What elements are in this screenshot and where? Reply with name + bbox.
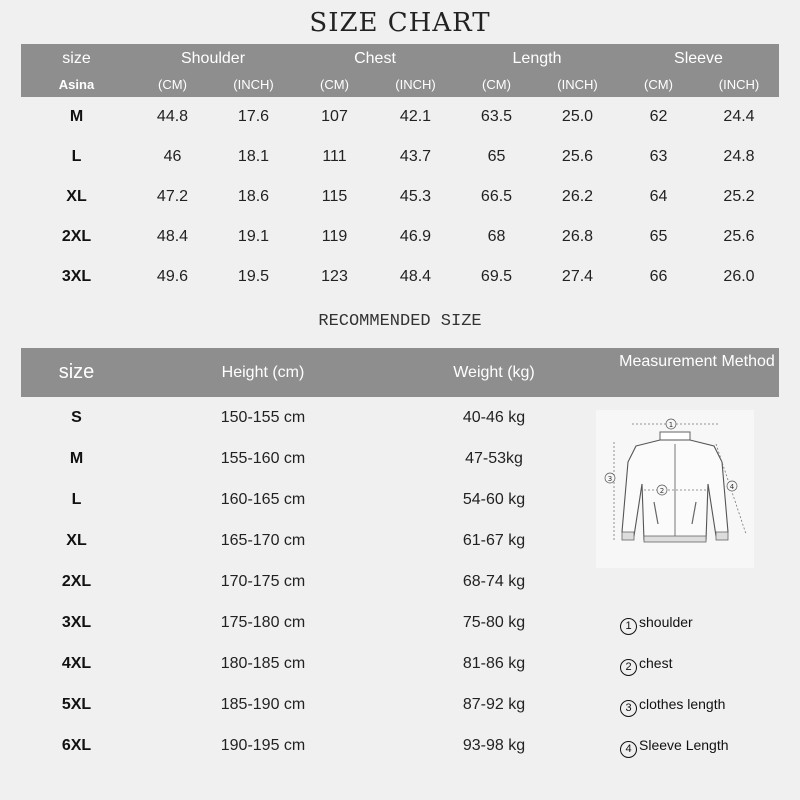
value-cell: 26.2 [561,188,594,205]
value-cell: 63.5 [480,108,513,125]
value-cell: 115 [321,188,348,205]
table-row [21,137,779,177]
size-cell: 6XL [61,737,92,754]
size-chart-header-row-groups [21,46,779,72]
height-cell: 190-195 cm [220,737,306,754]
size-cell: M [69,450,84,467]
size-cell: S [71,409,82,426]
value-cell: 45.3 [399,188,432,205]
recommended-header [21,348,779,397]
value-cell: 25.6 [561,148,594,165]
value-cell: 64 [649,188,668,205]
weight-cell: 47-53kg [465,450,523,467]
height-cell: 155-160 cm [220,450,306,467]
size-cell: 4XL [61,655,92,672]
legend-item-shoulder [620,614,790,635]
legend-number: 2 [620,659,637,676]
height-cell: 165-170 cm [220,532,306,549]
legend-label: chest [639,655,673,671]
value-cell: 24.4 [723,108,755,125]
value-cell: 46 [163,148,182,165]
value-cell: 66.5 [480,188,513,205]
value-cell: 24.8 [723,148,755,165]
header-weight: Weight (kg) [453,364,535,381]
value-cell: 19.5 [237,268,270,285]
svg-text:1: 1 [668,421,674,429]
size-cell: XL [66,188,87,205]
value-cell: 18.6 [237,188,270,205]
value-cell: 17.6 [237,108,270,125]
weight-cell: 40-46 kg [462,409,526,426]
legend-label: shoulder [639,614,693,630]
value-cell: 65 [649,228,668,245]
legend-label: Sleeve Length [639,737,729,753]
table-row [21,177,779,217]
weight-cell: 93-98 kg [462,737,526,754]
unit-cell: (INCH) [718,77,760,92]
value-cell: 63 [649,148,668,165]
svg-text:3: 3 [607,475,613,483]
height-cell: 160-165 cm [220,491,306,508]
header-size: size [62,50,91,67]
size-cell: 3XL [61,614,92,631]
value-cell: 107 [321,108,348,125]
value-cell: 25.0 [561,108,594,125]
weight-cell: 68-74 kg [462,573,526,590]
header-chest: Chest [354,50,396,67]
header-sleeve: Sleeve [674,50,723,67]
value-cell: 25.2 [723,188,755,205]
legend-number: 4 [620,741,637,758]
value-cell: 49.6 [156,268,189,285]
header-measurement-method: Measurement Method [619,353,775,370]
header-size: size [58,361,95,383]
size-chart-title: SIZE CHART [309,8,491,38]
recommended-size-title: RECOMMENDED SIZE [318,312,482,331]
weight-cell: 87-92 kg [462,696,526,713]
header-asina: Asina [58,77,95,92]
size-cell: 3XL [61,268,92,285]
value-cell: 119 [321,228,348,245]
value-cell: 111 [322,148,347,165]
value-cell: 27.4 [561,268,594,285]
header-shoulder: Shoulder [180,50,246,67]
unit-cell: (INCH) [395,77,436,92]
height-cell: 175-180 cm [220,614,306,631]
value-cell: 42.1 [399,108,432,125]
value-cell: 66 [649,268,668,285]
value-cell: 48.4 [156,228,189,245]
value-cell: 123 [321,268,348,285]
table-row [21,217,779,257]
height-cell: 150-155 cm [220,409,306,426]
value-cell: 46.9 [399,228,432,245]
size-cell: L [71,491,82,508]
value-cell: 69.5 [480,268,513,285]
unit-cell: (CM) [482,77,511,92]
value-cell: 44.8 [156,108,189,125]
height-cell: 170-175 cm [220,573,306,590]
weight-cell: 54-60 kg [462,491,526,508]
size-cell: M [69,108,84,125]
header-length: Length [512,50,562,67]
unit-cell: (INCH) [233,77,274,92]
legend-item-sleeve-length [620,737,790,758]
header-height: Height (cm) [221,364,305,381]
value-cell: 68 [487,228,506,245]
unit-cell: (CM) [158,77,187,92]
size-cell: XL [66,532,87,549]
weight-cell: 75-80 kg [462,614,526,631]
value-cell: 25.6 [723,228,755,245]
size-cell: 5XL [61,696,92,713]
weight-cell: 81-86 kg [462,655,526,672]
value-cell: 62 [649,108,668,125]
jacket-measurement-icon [596,410,754,568]
svg-text:2: 2 [659,487,665,495]
value-cell: 18.1 [237,148,270,165]
height-cell: 185-190 cm [220,696,306,713]
size-cell: 2XL [61,573,92,590]
table-row [21,257,779,297]
legend-item-chest [620,655,790,676]
value-cell: 26.8 [561,228,594,245]
size-cell: 2XL [61,228,92,245]
table-row [21,97,779,137]
size-chart-header-row-units [21,72,779,98]
size-cell: L [71,148,82,165]
value-cell: 43.7 [399,148,432,165]
weight-cell: 61-67 kg [462,532,526,549]
legend-number: 3 [620,700,637,717]
unit-cell: (CM) [320,77,349,92]
svg-text:4: 4 [729,483,735,491]
legend-number: 1 [620,618,637,635]
unit-cell: (CM) [644,77,673,92]
legend-label: clothes length [639,696,726,712]
height-cell: 180-185 cm [220,655,306,672]
value-cell: 65 [487,148,506,165]
jacket-diagram-svg [596,410,754,568]
size-chart-header [21,44,779,97]
legend-item-clothes-length [620,696,790,717]
value-cell: 48.4 [399,268,432,285]
unit-cell: (INCH) [557,77,598,92]
value-cell: 19.1 [237,228,270,245]
value-cell: 47.2 [156,188,189,205]
value-cell: 26.0 [723,268,755,285]
